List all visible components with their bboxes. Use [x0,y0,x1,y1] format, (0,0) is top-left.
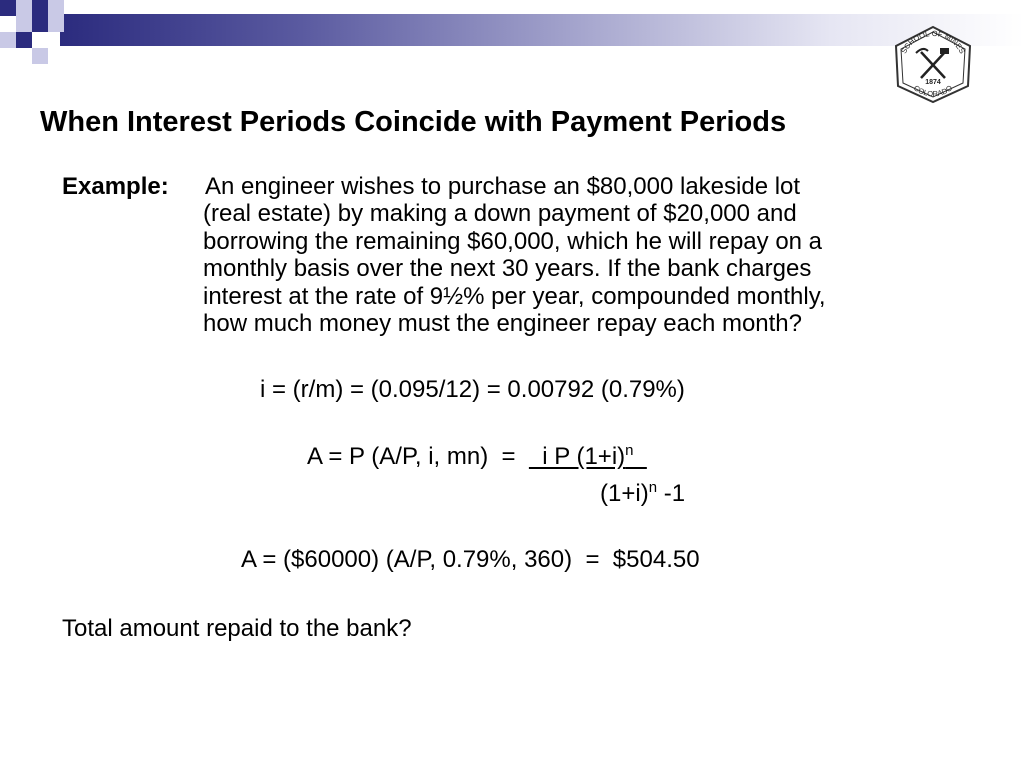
numerator-tail [634,443,647,470]
interest-rate-equation: i = (r/m) = (0.095/12) = 0.00792 (0.79%) [260,376,685,403]
school-of-mines-seal-logo [890,24,976,104]
example-label: Example: [62,173,169,200]
header-square [0,32,16,48]
numerator-exponent: n [625,442,634,459]
header-square [16,0,32,16]
problem-line: (real estate) by making a down payment of $20,000 and [203,200,797,228]
seal-bottom-text: COLORADO [911,83,955,99]
problem-line: borrowing the remaining $60,000, which he will repay on a [203,227,823,255]
header-square [32,16,48,32]
follow-up-question: Total amount repaid to the bank? [62,615,412,642]
formula-numerator [529,443,647,470]
header-square [48,0,64,16]
header-gradient-band [60,14,1024,46]
formula-lhs: A = P (A/P, i, mn) = [307,443,529,470]
problem-line: monthly basis over the next 30 years. If the bank charges [203,255,812,283]
payment-result-equation: A = ($60000) (A/P, 0.79%, 360) = $504.50 [241,546,700,573]
numerator-text: i P (1+i) [528,443,626,470]
annuity-formula [307,443,647,470]
formula-denominator [600,480,685,507]
example-problem-text [203,173,826,337]
header-square [16,16,32,32]
header-square [48,16,64,32]
denominator-exponent: n [648,479,658,496]
seal-year-text: 1874 [925,79,941,86]
header-square [32,0,48,16]
seal-top-text: SCHOOL OF MINES [899,28,967,56]
denominator-text: (1+i) [600,480,649,507]
header-square [32,48,48,64]
header-square [0,0,16,16]
problem-line: how much money must the engineer repay each month? [203,310,803,338]
problem-line: interest at the rate of 9½% per year, compounded monthly, [203,282,826,310]
denominator-tail: -1 [657,480,686,507]
slide-title: When Interest Periods Coincide with Payment Periods [40,106,787,138]
problem-line: An engineer wishes to purchase an $80,000 lakeside lot [205,173,801,200]
header-square [16,32,32,48]
